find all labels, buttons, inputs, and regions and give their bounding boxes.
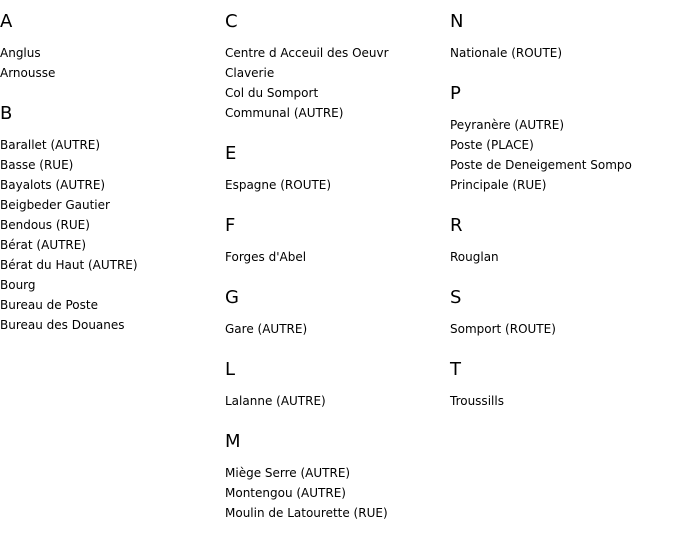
letter-heading: L: [225, 359, 236, 380]
street-list: [225, 318, 445, 338]
street-link[interactable]: Moulin de Latourette (RUE): [225, 506, 388, 520]
letter-heading: E: [225, 143, 237, 164]
street-list: [450, 42, 670, 62]
street-list: [0, 42, 220, 82]
letter-heading: G: [225, 287, 239, 308]
letter-group-g: [225, 288, 445, 338]
street-link[interactable]: Bérat du Haut (AUTRE): [0, 258, 138, 272]
street-link[interactable]: Peyranère (AUTRE): [450, 118, 565, 132]
street-link[interactable]: Claverie: [225, 66, 275, 80]
letter-group-e: [225, 144, 445, 194]
street-link[interactable]: Troussills: [450, 394, 504, 408]
letter-group-p: [450, 84, 670, 194]
letter-heading: M: [225, 431, 241, 452]
street-link[interactable]: Rouglan: [450, 250, 499, 264]
letter-heading: N: [450, 11, 464, 32]
street-list: [450, 114, 670, 194]
street-link[interactable]: Espagne (ROUTE): [225, 178, 332, 192]
letter-group-n: [450, 12, 670, 62]
index-column-1: [0, 12, 220, 356]
street-list: [225, 174, 445, 194]
letter-heading: F: [225, 215, 236, 236]
letter-heading: B: [0, 103, 13, 124]
street-link[interactable]: Anglus: [0, 46, 41, 60]
street-list: [450, 246, 670, 266]
street-list: [450, 390, 670, 410]
letter-heading: T: [450, 359, 461, 380]
street-link[interactable]: Forges d'Abel: [225, 250, 307, 264]
street-list: [0, 134, 220, 334]
street-link[interactable]: Beigbeder Gautier: [0, 198, 110, 212]
street-link[interactable]: Miège Serre (AUTRE): [225, 466, 351, 480]
street-list: [225, 42, 445, 122]
letter-group-m: [225, 432, 445, 522]
street-link[interactable]: Somport (ROUTE): [450, 322, 556, 336]
street-link[interactable]: Basse (RUE): [0, 158, 74, 172]
street-link[interactable]: Bourg: [0, 278, 36, 292]
street-link[interactable]: Centre d Acceuil des Oeuvr: [225, 46, 389, 60]
street-link[interactable]: Bayalots (AUTRE): [0, 178, 106, 192]
street-link[interactable]: Principale (RUE): [450, 178, 547, 192]
index-column-3: [450, 12, 670, 432]
street-link[interactable]: Bureau de Poste: [0, 298, 98, 312]
letter-group-c: [225, 12, 445, 122]
letter-group-s: [450, 288, 670, 338]
letter-heading: C: [225, 11, 238, 32]
street-link[interactable]: Gare (AUTRE): [225, 322, 308, 336]
street-list: [450, 318, 670, 338]
street-link[interactable]: Barallet (AUTRE): [0, 138, 101, 152]
street-link[interactable]: Arnousse: [0, 66, 56, 80]
street-link[interactable]: Lalanne (AUTRE): [225, 394, 326, 408]
street-link[interactable]: Montengou (AUTRE): [225, 486, 346, 500]
letter-heading: R: [450, 215, 463, 236]
street-list: [225, 462, 445, 522]
letter-group-a: [0, 12, 220, 82]
letter-heading: A: [0, 11, 13, 32]
street-link[interactable]: Col du Somport: [225, 86, 319, 100]
letter-group-b: [0, 104, 220, 334]
street-link[interactable]: Nationale (ROUTE): [450, 46, 563, 60]
street-link[interactable]: Bendous (RUE): [0, 218, 90, 232]
street-list: [225, 390, 445, 410]
index-column-2: [225, 12, 445, 544]
letter-group-t: [450, 360, 670, 410]
street-link[interactable]: Bureau des Douanes: [0, 318, 125, 332]
street-link[interactable]: Communal (AUTRE): [225, 106, 344, 120]
letter-heading: P: [450, 83, 461, 104]
street-list: [225, 246, 445, 266]
letter-heading: S: [450, 287, 462, 308]
street-link[interactable]: Poste (PLACE): [450, 138, 534, 152]
street-link[interactable]: Bérat (AUTRE): [0, 238, 87, 252]
letter-group-l: [225, 360, 445, 410]
letter-group-f: [225, 216, 445, 266]
letter-group-r: [450, 216, 670, 266]
street-link[interactable]: Poste de Deneigement Sompo: [450, 158, 632, 172]
